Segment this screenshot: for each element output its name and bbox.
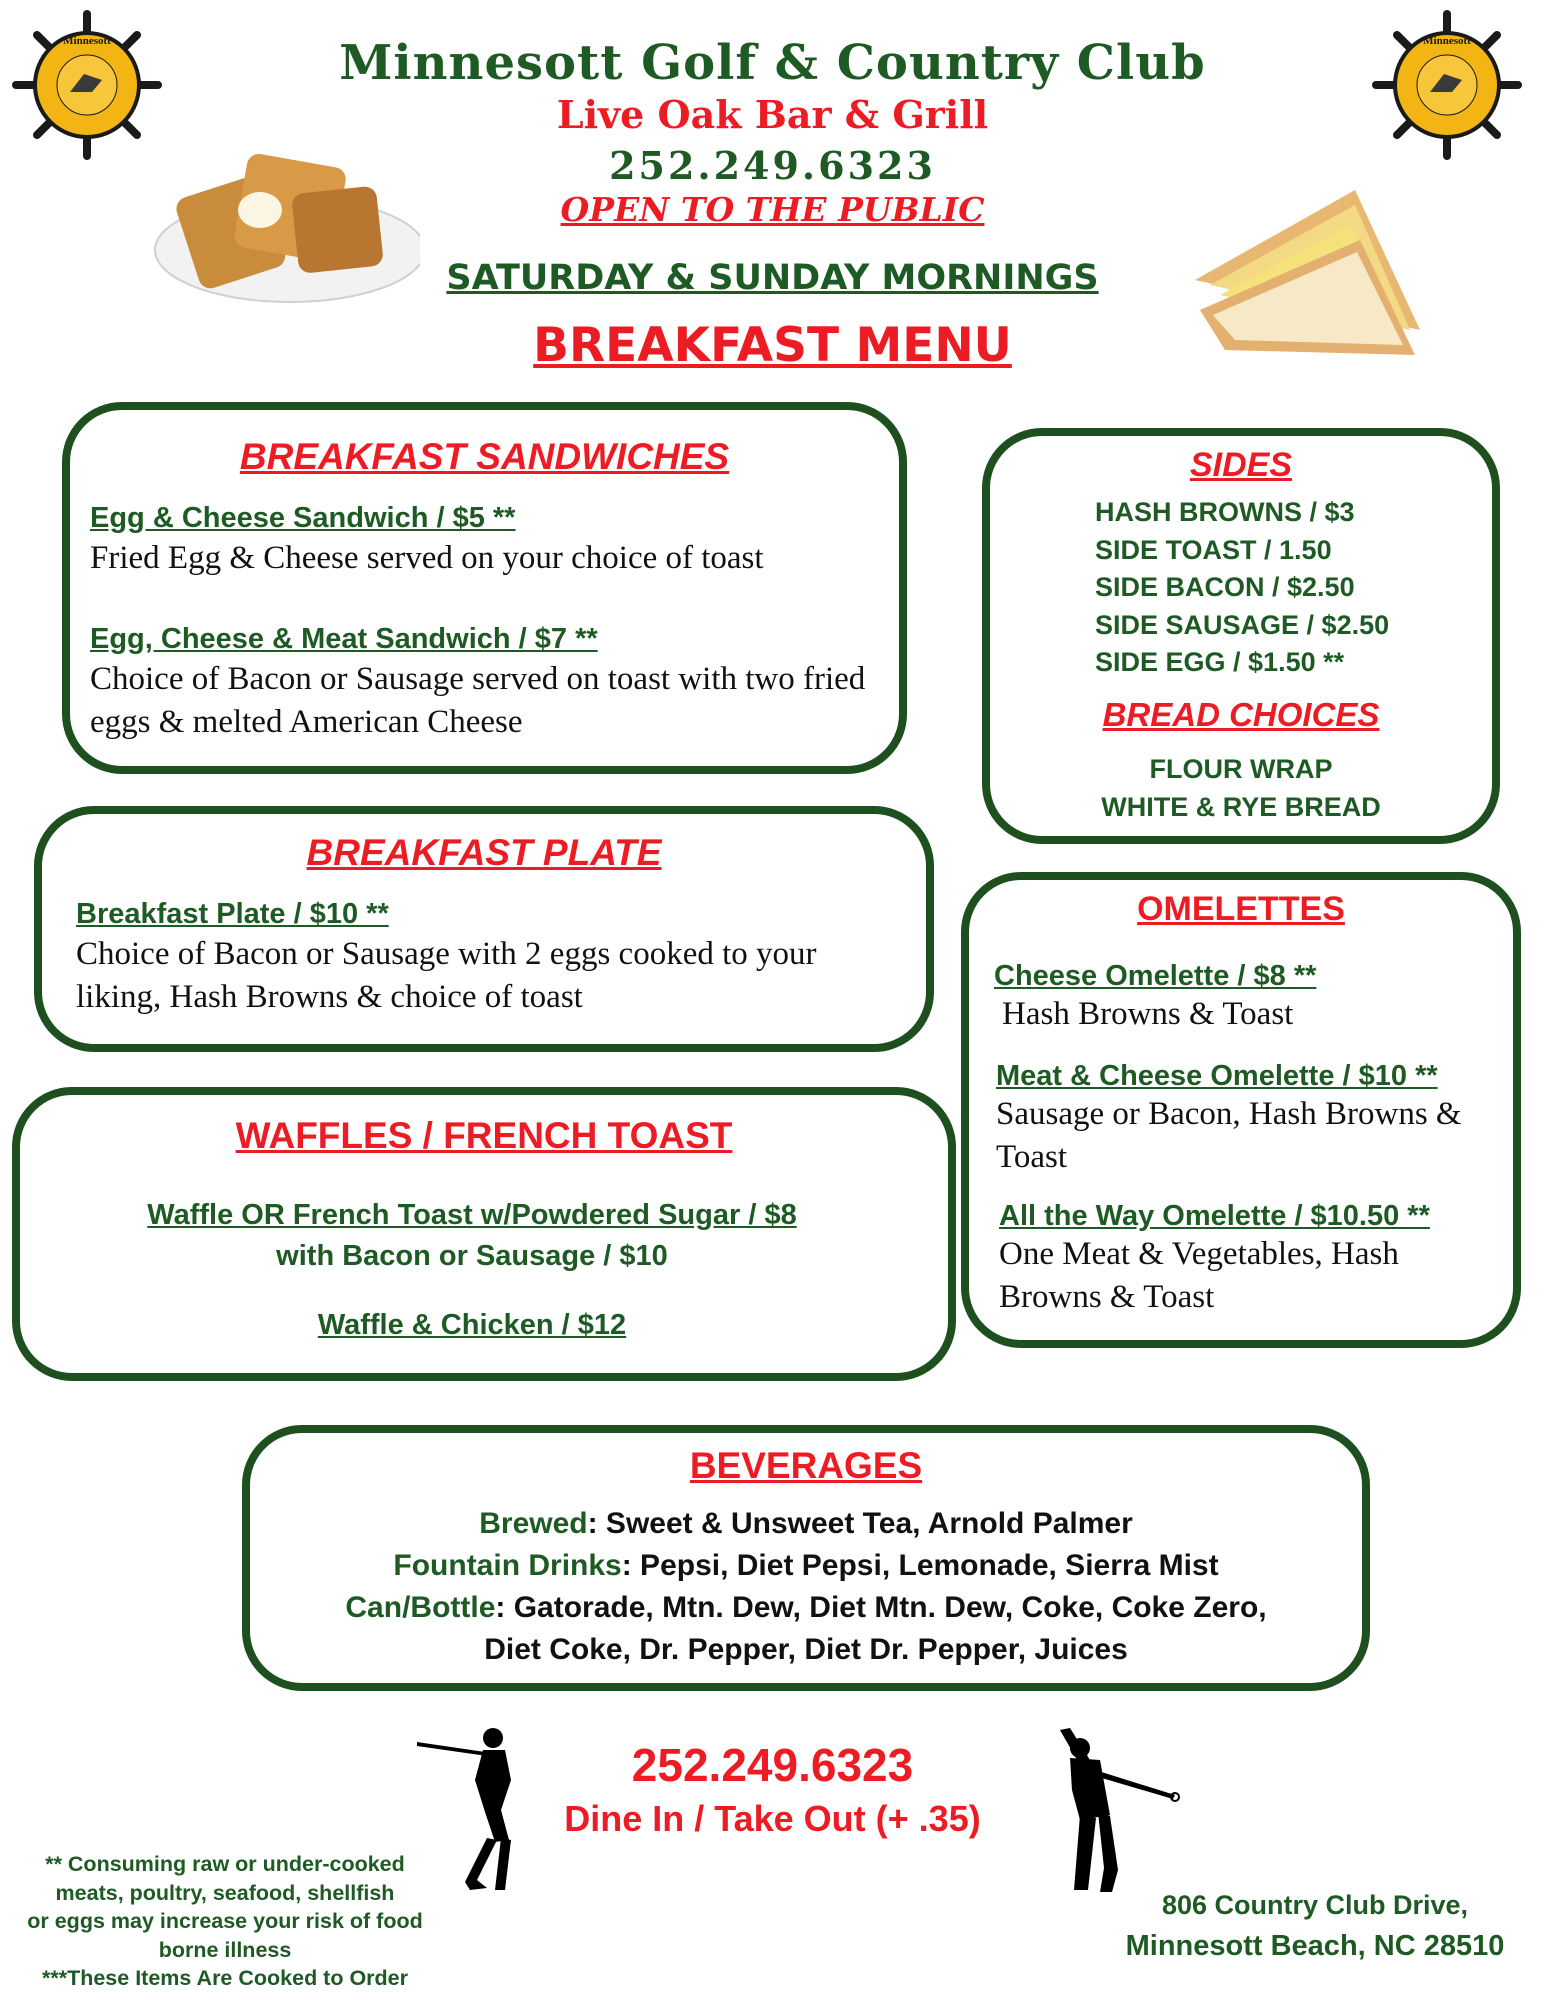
side-item: SIDE SAUSAGE / $2.50 (1095, 609, 1390, 640)
sandwich-item (90, 623, 890, 744)
warning-line: or eggs may increase your risk of food (27, 1909, 423, 1933)
sandwiches-title: BREAKFAST SANDWICHES (239, 436, 730, 477)
omelettes-title: OMELETTES (1137, 890, 1345, 928)
svg-text:Minnesott: Minnesott (1423, 35, 1471, 47)
dine-in-take-out: Dine In / Take Out (+ .35) (564, 1798, 981, 1839)
sides-list (1095, 494, 1389, 682)
beverage-line-brewed (250, 1503, 1362, 1545)
omelette-item-desc: One Meat & Vegetables, Hash Browns & Toast (999, 1236, 1399, 1315)
plate-item-desc: Choice of Bacon or Sausage with 2 eggs cooked to your liking, Hash Browns & choice of toast (76, 936, 817, 1015)
sandwich-item (90, 502, 890, 580)
header-phone: 252.249.6323 (609, 143, 936, 188)
bread-item: WHITE & RYE BREAD (1101, 792, 1381, 822)
warning-line: ** Consuming raw or under-cooked (45, 1852, 405, 1876)
sandwich-item-name: Egg & Cheese Sandwich / $5 ** (90, 502, 516, 534)
footer-phone: 252.249.6323 (631, 1739, 914, 1791)
plate-section (34, 806, 934, 1052)
bread-list (990, 750, 1492, 826)
omelette-item-name: Meat & Cheese Omelette / $10 ** (996, 1060, 1438, 1092)
side-item: HASH BROWNS / $3 (1095, 497, 1355, 527)
omelette-item-name: All the Way Omelette / $10.50 ** (999, 1200, 1430, 1232)
beverage-line-can (250, 1587, 1362, 1629)
brewed-label: Brewed (479, 1507, 588, 1540)
warning-line: ***These Items Are Cooked to Order (41, 1966, 408, 1990)
omelette-item (996, 1060, 1506, 1179)
beverage-line-can-cont: Diet Coke, Dr. Pepper, Diet Dr. Pepper, Juices (484, 1633, 1128, 1666)
bread-title: BREAD CHOICES (1102, 696, 1380, 733)
waffle-line-3: Waffle & Chicken / $12 (317, 1309, 627, 1341)
bread-item: FLOUR WRAP (1149, 754, 1333, 784)
omelette-item-desc: Sausage or Bacon, Hash Browns & Toast (996, 1096, 1462, 1175)
address (1105, 1885, 1525, 1967)
waffle-line-1: Waffle OR French Toast w/Powdered Sugar / $8 (147, 1199, 797, 1231)
can-items: : Gatorade, Mtn. Dew, Diet Mtn. Dew, Coke, Coke Zero, (495, 1591, 1267, 1624)
days-heading: SATURDAY & SUNDAY MORNINGS (446, 258, 1099, 298)
food-safety-warning (0, 1850, 450, 1993)
beverages-list (250, 1503, 1362, 1671)
menu-title: BREAKFAST MENU (533, 318, 1012, 373)
can-label: Can/Bottle (345, 1591, 496, 1624)
fountain-items: : Pepsi, Diet Pepsi, Lemonade, Sierra Mist (621, 1549, 1219, 1582)
svg-text:Minnesott: Minnesott (63, 35, 111, 47)
sides-section (982, 428, 1500, 844)
side-item: SIDE TOAST / 1.50 (1095, 534, 1332, 565)
address-line-1: 806 Country Club Drive, (1161, 1890, 1469, 1920)
address-line-2: Minnesott Beach, NC 28510 (1125, 1930, 1505, 1962)
sandwich-item-desc: Fried Egg & Cheese served on your choice of toast (90, 540, 764, 576)
warning-line: borne illness (158, 1937, 292, 1962)
side-item: SIDE EGG / $1.50 ** (1095, 647, 1345, 677)
plate-item-name: Breakfast Plate / $10 ** (76, 898, 389, 930)
venue-name: Live Oak Bar & Grill (556, 92, 989, 137)
sandwiches-section (62, 402, 907, 774)
waffles-section (12, 1087, 956, 1381)
warning-line: meats, poultry, seafood, shellfish (55, 1880, 395, 1905)
waffle-line-2: with Bacon or Sausage / $10 (276, 1240, 668, 1272)
beverages-section (242, 1425, 1370, 1691)
side-item: SIDE BACON / $2.50 (1095, 572, 1355, 602)
waffles-title: WAFFLES / FRENCH TOAST (235, 1115, 733, 1156)
omelette-item (999, 1200, 1499, 1319)
beverage-line-fountain (250, 1545, 1362, 1587)
omelettes-section (961, 872, 1521, 1348)
omelette-item (994, 960, 1504, 1036)
omelette-item-name: Cheese Omelette / $8 ** (994, 960, 1317, 992)
omelette-item-desc: Hash Browns & Toast (1002, 996, 1294, 1032)
plate-item (76, 898, 906, 1019)
brewed-items: : Sweet & Unsweet Tea, Arnold Palmer (587, 1507, 1133, 1540)
beverages-title: BEVERAGES (689, 1445, 923, 1486)
sandwich-item-name: Egg, Cheese & Meat Sandwich / $7 ** (90, 623, 598, 655)
sandwich-item-desc: Choice of Bacon or Sausage served on toast with two fried eggs & melted American Cheese (90, 661, 866, 740)
club-name: Minnesott Golf & Country Club (339, 35, 1206, 91)
plate-title: BREAKFAST PLATE (306, 832, 662, 873)
sides-title: SIDES (1189, 446, 1293, 484)
open-to-public: OPEN TO THE PUBLIC (560, 190, 985, 229)
fountain-label: Fountain Drinks (393, 1549, 622, 1582)
